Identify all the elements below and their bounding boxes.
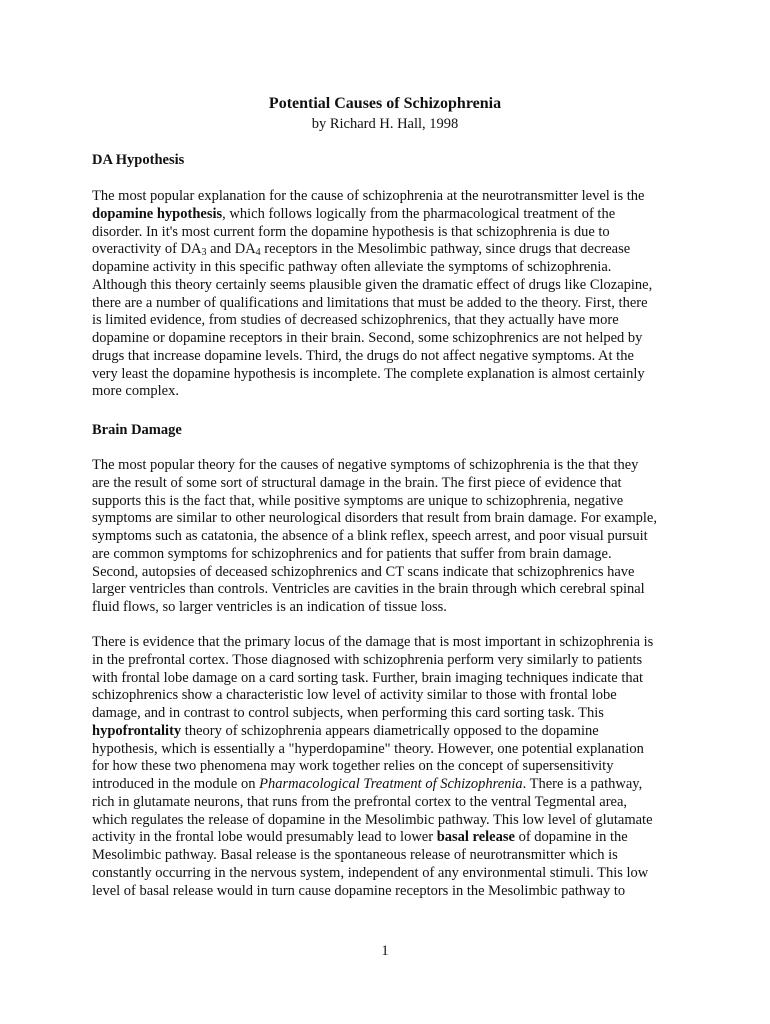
paragraph-line: Second, autopsies of deceased schizophrenics and CT scans indicate that schizophrenics have — [92, 563, 635, 580]
page-number: 1 — [381, 943, 389, 959]
paragraph-line: dopamine activity in this specific pathway often alleviate the symptoms of schizophrenia. — [92, 259, 612, 275]
paragraph-line: Although this theory certainly seems plausible given the dramatic effect of drugs like Clozapine, — [92, 276, 653, 293]
paragraph-line: there are a number of qualifications and limitations that must be added to the theory. First, there — [92, 294, 648, 311]
paragraph-line: in the prefrontal cortex. Those diagnosed with schizophrenia perform very similarly to patients — [92, 651, 643, 668]
paragraph-line: The most popular theory for the causes of negative symptoms of schizophrenia is the that they — [92, 457, 639, 473]
paragraph-line: dopamine hypothesis, which follows logically from the pharmacological treatment of the — [92, 205, 616, 222]
term-basal-release: basal release — [436, 829, 515, 846]
paragraph-line: constantly occurring in the nervous system, independent of any environmental stimuli. This low — [92, 864, 649, 881]
paragraph-line: hypothesis, which is essentially a "hyperdopamine" theory. However, one potential explanation — [92, 740, 644, 757]
paragraph-line: level of basal release would in turn cause dopamine receptors in the Mesolimbic pathway to — [92, 882, 626, 899]
paragraph-line: disorder. In it's most current form the dopamine hypothesis is that schizophrenia is due to — [92, 223, 610, 240]
paragraph-line: with frontal lobe damage on a card sorting task. Further, brain imaging techniques indicate that — [92, 669, 644, 686]
paragraph-line: overactivity of $DA_3$ and $DA_4$ receptors in the Mesolimbic pathway, since drugs that decrease — [92, 241, 631, 259]
module-reference: Pharmacological Treatment of Schizophrenia — [259, 776, 523, 792]
paragraph-line: are the result of some sort of structural damage in the brain. The first piece of evidence that — [92, 474, 622, 491]
term-dopamine-hypothesis: dopamine hypothesis — [92, 205, 223, 222]
paragraph-line: damage, and in contrast to control subjects, when performing this card sorting task. This — [92, 705, 604, 721]
section-heading-brain-damage: Brain Damage — [92, 422, 182, 438]
paragraph-line: very least the dopamine hypothesis is incomplete. The complete explanation is almost certainly — [92, 365, 645, 382]
paragraph-line: There is evidence that the primary locus of the damage that is most important in schizophrenia is — [92, 634, 654, 650]
paragraph-line: supports this is the fact that, while positive symptoms are unique to schizophrenia, negative — [92, 492, 624, 509]
paragraph-line: is limited evidence, from studies of decreased schizophrenics, that they actually have more — [92, 312, 619, 329]
paragraph-line: Mesolimbic pathway. Basal release is the spontaneous release of neurotransmitter which is — [92, 847, 618, 863]
paragraph-line: larger ventricles than controls. Ventricles are cavities in the brain through which cerebral spinal — [92, 581, 645, 598]
document-byline: by Richard H. Hall, 1998 — [311, 116, 459, 132]
paragraph-line: rich in glutamate neurons, that runs from the prefrontal cortex to the ventral Tegmental area, — [92, 793, 628, 810]
paragraph-da-hypothesis — [92, 188, 712, 401]
paragraph-line: more complex. — [92, 383, 179, 400]
paragraph-line: are common symptoms for schizophrenics and for patients that suffer from brain damage. — [92, 545, 612, 562]
document-title: Potential Causes of Schizophrenia — [268, 95, 502, 112]
paragraph-line: symptoms are similar to other neurological disorders that result from brain damage. For example, — [92, 510, 657, 527]
paragraph-line: introduced in the module on Pharmacological Treatment of Schizophrenia. There is a pathway, — [92, 776, 643, 792]
term-hypofrontality: hypofrontality — [92, 722, 182, 739]
section-heading-da-hypothesis: DA Hypothesis — [92, 152, 185, 168]
paragraph-line: for how these two phenomena may work together relies on the concept of supersensitivity — [92, 758, 614, 775]
paragraph-line: which regulates the release of dopamine in the Mesolimbic pathway. This low level of glutamate — [92, 811, 653, 828]
paragraph-line: symptoms such as catatonia, the absence of a blink reflex, speech arrest, and poor visual pursuit — [92, 528, 648, 544]
subscript: 4 — [255, 247, 261, 259]
paragraph-line: fluid flows, so larger ventricles is an indication of tissue loss. — [92, 599, 447, 615]
paragraph-brain-damage-1 — [92, 457, 712, 617]
paragraph-line: activity in the frontal lobe would presumably lead to lower basal release of dopamine in the — [92, 829, 628, 846]
paragraph-line: drugs that increase dopamine levels. Third, the drugs do not affect negative symptoms. At the — [92, 347, 634, 364]
paragraph-line: hypofrontality theory of schizophrenia appears diametrically opposed to the dopamine — [92, 722, 599, 739]
subscript: 3 — [201, 247, 207, 259]
paragraph-line: dopamine or dopamine receptors in their brain. Second, some schizophrenics are not helped by — [92, 330, 643, 346]
paragraph-brain-damage-2 — [92, 634, 712, 900]
paragraph-line: schizophrenics show a characteristic low level of activity similar to those with frontal lobe — [92, 687, 617, 704]
paragraph-line: The most popular explanation for the cause of schizophrenia at the neurotransmitter level is the — [92, 188, 645, 204]
